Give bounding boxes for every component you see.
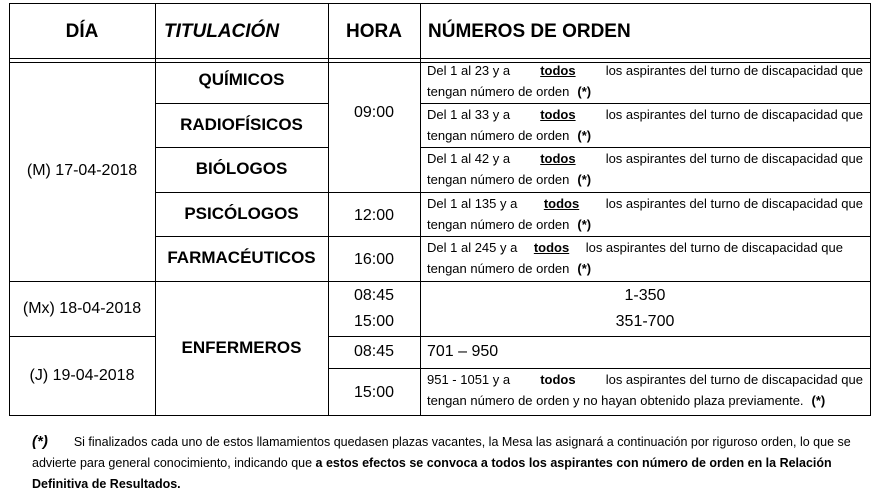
hora-1500: 15:00 [353, 384, 395, 401]
hora-1600: 16:00 [353, 251, 395, 268]
order-line2: tengan número de orden [427, 84, 570, 99]
order-todos: todos [540, 107, 576, 122]
range-701-950: 701 – 950 [427, 343, 499, 360]
row-divider [155, 147, 328, 148]
order-todos: todos [540, 63, 576, 78]
header-divider [9, 58, 871, 59]
hora-0845: 08:45 [353, 343, 395, 360]
table-border-bottom [9, 415, 871, 416]
order-todos: todos [543, 196, 580, 211]
order-line2: tengan número de orden [427, 128, 570, 143]
order-rest: los aspirantes del turno de discapacidad que [605, 107, 863, 122]
date-19-04-2018: (J) 19-04-2018 [29, 367, 135, 384]
titulacion-quimicos: QUÍMICOS [198, 70, 285, 89]
header-numeros-de-orden: NÚMEROS DE ORDEN [428, 21, 631, 42]
footnote [32, 431, 854, 495]
order-biologos [427, 148, 863, 190]
row-divider [155, 103, 328, 104]
footnote-text: Si finalizados cada uno de estos llamamientos quedasen plazas vacantes, la Mesa las asignará a continuación por riguroso orden, lo que se advierte para general conocimiento, indicando que [32, 435, 851, 470]
titulacion-enfermeros: ENFERMEROS [181, 338, 302, 357]
table-border-right [870, 3, 871, 416]
order-rest: los aspirantes del turno de discapacidad que [605, 196, 863, 211]
order-rest: los aspirantes del turno de discapacidad que [585, 240, 843, 255]
order-farmaceuticos [427, 237, 843, 279]
table-border-left [9, 3, 10, 416]
order-prefix: Del 1 al 42 y a [427, 151, 511, 166]
titulacion-psicologos: PSICÓLOGOS [184, 204, 299, 223]
asterisk-note: (*) [577, 172, 592, 187]
order-psicologos [427, 193, 863, 235]
order-line2: tengan número de orden [427, 172, 570, 187]
asterisk-note: (*) [577, 84, 592, 99]
order-rest: los aspirantes del turno de discapacidad que [605, 63, 863, 78]
titulacion-farmaceuticos: FARMACÉUTICOS [167, 248, 316, 267]
asterisk-note: (*) [577, 128, 592, 143]
order-prefix: Del 1 al 135 y a [427, 196, 518, 211]
range-351-700: 351-700 [615, 313, 675, 330]
order-todos: todos [540, 372, 576, 387]
titulacion-radiofisicos: RADIOFÍSICOS [180, 115, 303, 134]
order-rest: los aspirantes del turno de discapacidad que [605, 372, 863, 387]
order-rest: los aspirantes del turno de discapacidad que [605, 151, 863, 166]
order-enfermeros-final [427, 369, 863, 411]
titulacion-biologos: BIÓLOGOS [195, 159, 288, 178]
hora-0900: 09:00 [353, 104, 395, 121]
order-todos: todos [533, 240, 570, 255]
order-radiofisicos [427, 104, 863, 146]
date-17-04-2018: (M) 17-04-2018 [26, 162, 138, 179]
order-todos: todos [540, 151, 576, 166]
footnote-marker: (*) [32, 433, 48, 450]
table-border-top [9, 3, 871, 4]
row-divider [9, 281, 871, 282]
order-prefix: Del 1 al 23 y a [427, 63, 511, 78]
asterisk-note: (*) [577, 261, 592, 276]
order-line2: tengan número de orden [427, 261, 570, 276]
hora-0845: 08:45 [353, 287, 395, 304]
asterisk-note: (*) [811, 393, 826, 408]
order-prefix: 951 - 1051 y a [427, 372, 511, 387]
order-prefix: Del 1 al 245 y a [427, 240, 518, 255]
order-line2: tengan número de orden y no hayan obtenido plaza previamente. [427, 393, 804, 408]
order-line2: tengan número de orden [427, 217, 570, 232]
footnote-bold-text: a estos efectos se convoca a todos los aspirantes con número de orden en la Relación Definitiva de Resultados. [32, 456, 832, 491]
asterisk-note: (*) [577, 217, 592, 232]
header-dia: DÍA [65, 21, 99, 42]
row-divider [9, 336, 156, 337]
range-1-350: 1-350 [624, 287, 666, 304]
hora-1200: 12:00 [353, 207, 395, 224]
header-titulacion: TITULACIÓN [164, 21, 280, 42]
hora-1500: 15:00 [353, 313, 395, 330]
order-quimicos [427, 60, 863, 102]
header-hora: HORA [346, 21, 402, 42]
order-prefix: Del 1 al 33 y a [427, 107, 511, 122]
column-divider [420, 3, 421, 416]
row-divider [328, 336, 871, 337]
date-18-04-2018: (Mx) 18-04-2018 [22, 300, 142, 317]
